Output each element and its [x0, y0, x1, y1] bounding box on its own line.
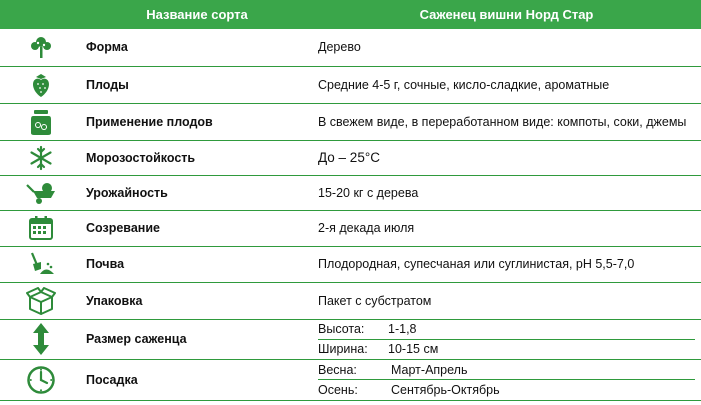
table-row [0, 29, 701, 66]
row-label: Морозостойкость [82, 140, 312, 175]
width-label: Ширина: [318, 342, 368, 356]
row-label: Упаковка [82, 282, 312, 319]
table-row [0, 140, 701, 175]
table-row [0, 246, 701, 282]
row-value: До – 25°С [312, 140, 701, 175]
row-icon-cell [0, 319, 82, 359]
row-value: Дерево [312, 29, 701, 66]
row-icon-cell [0, 210, 82, 246]
row-icon-cell [0, 140, 82, 175]
table-row [0, 210, 701, 246]
up-down-arrow-icon [31, 322, 51, 356]
snowflake-icon [28, 145, 54, 171]
size-subtable [312, 319, 701, 359]
clock-icon [26, 365, 56, 395]
row-icon-cell [0, 103, 82, 140]
row-icon-cell [0, 66, 82, 103]
table-row [0, 175, 701, 210]
planting-subtable [312, 359, 701, 400]
row-label: Применение плодов [82, 103, 312, 140]
row-value: В свежем виде, в переработанном виде: компоты, соки, джемы [312, 103, 701, 140]
row-label: Плоды [82, 66, 312, 103]
strawberry-icon [28, 71, 54, 99]
row-icon-cell [0, 282, 82, 319]
calendar-icon [28, 215, 54, 241]
header-seedling-title: Саженец вишни Норд Стар [312, 0, 701, 29]
table-row [0, 319, 701, 359]
row-label: Урожайность [82, 175, 312, 210]
row-label: Созревание [82, 210, 312, 246]
header-variety-name: Название сорта [82, 0, 312, 29]
shovel-icon [26, 251, 56, 277]
table-row [0, 66, 701, 103]
table-row [0, 359, 701, 400]
wheelbarrow-icon [25, 181, 57, 205]
spring-value: Март-Апрель [391, 362, 468, 377]
row-label: Почва [82, 246, 312, 282]
row-label: Форма [82, 29, 312, 66]
row-value: Средние 4-5 г, сочные, кисло-сладкие, ароматные [312, 66, 701, 103]
row-value: 2-я декада июля [312, 210, 701, 246]
row-value: Пакет с субстратом [312, 282, 701, 319]
row-label: Посадка [82, 359, 312, 400]
spring-label: Весна: [318, 362, 357, 377]
table-header-row [0, 0, 701, 29]
row-icon-cell [0, 29, 82, 66]
row-value: 15-20 кг с дерева [312, 175, 701, 210]
tree-icon [28, 34, 54, 60]
row-value: Плодородная, супесчаная или суглинистая, pH 5,5-7,0 [312, 246, 701, 282]
autumn-row [318, 379, 695, 399]
width-row [318, 339, 695, 359]
table-row [0, 103, 701, 140]
row-icon-cell [0, 359, 82, 400]
width-value: 10-15 см [388, 342, 439, 356]
height-label: Высота: [318, 322, 365, 336]
height-row [318, 320, 695, 339]
row-label: Размер саженца [82, 319, 312, 359]
row-icon-cell [0, 175, 82, 210]
height-value: 1-1,8 [388, 322, 417, 336]
row-icon-cell [0, 246, 82, 282]
header-icon-cell [0, 0, 82, 29]
spring-row [318, 360, 695, 379]
jar-icon [28, 107, 54, 137]
box-icon [26, 287, 56, 315]
autumn-value: Сентябрь-Октябрь [391, 382, 500, 397]
autumn-label: Осень: [318, 382, 358, 397]
table-row [0, 282, 701, 319]
